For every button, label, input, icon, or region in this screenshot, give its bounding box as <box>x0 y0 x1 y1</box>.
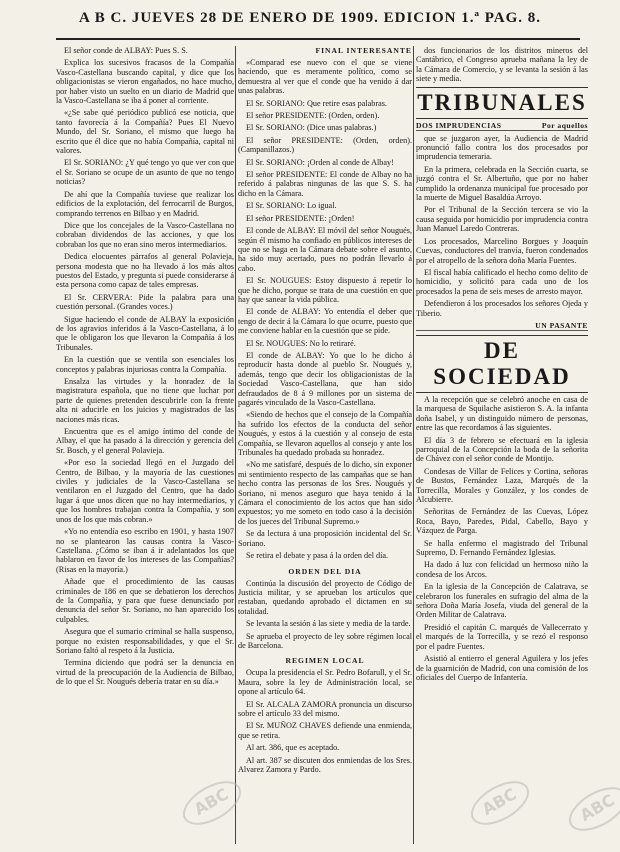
sociedad-heading: DE SOCIEDAD <box>416 335 588 393</box>
section-heading: ORDEN DEL DIA <box>288 566 362 576</box>
paragraph: Ha dado á luz con felicidad un hermoso niño la condesa de los Arcos. <box>416 560 588 579</box>
column-2 <box>238 46 412 844</box>
paragraph: Añade que el procedimiento de las causas criminales de 186 en que se debatieron los derechos de la Compañía, y para que fuese denunciado por denuncia del señor Sr. Soriano, no han aparecido los culpables. <box>56 577 234 624</box>
paragraph: El fiscal había calificado el hecho como delito de homicidio, y solicitó para cada uno de los procesados la pena de seis meses de arresto mayor. <box>416 267 588 296</box>
paragraph: A la recepción que se celebró anoche en casa de la marquesa de Squilache asistieron S. A. la infanta doña Isabel, y un distinguido número de personas, entre las que recordamos á las siguientes. <box>416 394 588 433</box>
column-divider <box>413 46 414 844</box>
paragraph: «Comparad ese nuevo con el que se viene haciendo, que es meramente político, como se demuestra al ver que el conde que ha venido á dar unas palabras. <box>238 58 412 96</box>
paragraph: El Sr. NOUGUES: No lo retiraré. <box>246 338 356 348</box>
paragraph: El Sr. SORIANO: Lo igual. <box>246 201 337 211</box>
paragraph: Los procesados, Marcelino Borgues y Joaquín Cuevas, conductores del tranvía, fueron condenados por el atropello de la señora doña María Fuentes. <box>416 236 588 265</box>
paragraph: De ahí que la Compañía tuviese que realizar los edificios de la explotación, del ferrocarril de Burgos, comprando terrenos en Bilbao y en Madrid. <box>56 189 234 218</box>
paragraph: Se retira el debate y pasa á la orden del día. <box>246 551 389 561</box>
paragraph: En la primera, celebrada en la Sección cuarta, se juzgó contra el Sr. Albertuño, que por no haber cumplido la ordenanza municipal fue procesado por la muerte de Miguel Basaldúa Arroyo. <box>416 164 588 203</box>
column-1 <box>56 46 234 844</box>
column-3 <box>416 46 588 844</box>
paragraph: «Por eso la sociedad llegó en el Juzgado del Centro, de Bilbao, y la mayoría de las cuestiones civiles y judiciales de la Vasco-Castellana se ventilaron en el Juzgado del Centro, que ha dado lugar á que unos dicen que no hay intermediarios, y que los hombres trabajan contra la Compañía, y son unos de los que más cobran.» <box>56 458 234 524</box>
tribunales-subheading <box>416 121 588 131</box>
paragraph: Asegura que el sumario criminal se halla suspenso, porque no existen responsabilidades, y que el Sr. Soriano faltó al respeto á la Justicia. <box>56 627 234 655</box>
paragraph: que se juzgaron ayer, la Audiencia de Madrid pronunció fallo contra los dos procesados por imprudencia temeraria. <box>416 133 588 162</box>
paragraph: Encuentra que es el amigo íntimo del conde de Albay, el que ha pasado á la dirección y gerencia del Sr. Bosch, y el general Polavieja. <box>56 427 234 455</box>
masthead-rule <box>56 38 580 40</box>
paragraph: El Sr. NOUGUES: Estoy dispuesto á repetir lo que he dicho, porque se trata de una cuestión en que hay que sanear la vida pública. <box>238 276 412 304</box>
paragraph: Explica los sucesivos fracasos de la Compañía Vasco-Castellana buscando capital, y dice que los obligacionistas se vieron engañados, no hace mucho, por haber visto un suelto en un diario de Madrid que la Vasco-Castellana se iba á poner al corriente. <box>56 58 234 106</box>
tribunales-heading: TRIBUNALES <box>416 87 588 119</box>
paragraph: El Sr. SORIANO: ¿Y qué tengo yo que ver con que el Sr. Soriano se ocupe de un asunto de que no tengo noticias? <box>56 158 234 187</box>
paragraph: Termina diciendo que podrá ser la denuncia en virtud de la preocupación de la Audiencia de Bilbao, de lo que el Sr. Nougués debería tratar en su día.» <box>56 658 234 687</box>
paragraph: Se halla enfermo el magistrado del Tribunal Supremo, D. Fernando Fernández Iglesias. <box>416 538 588 558</box>
abc-watermark-stamp: ABC <box>562 778 620 839</box>
paragraph: «¿Se sabe qué periódico publicó ese noticia, que tanto favorecía á la Compañía? Pues El Nuevo Mundo, del Sr. Soriano, el mismo que luego ha escrito que él dice que no había Compañía, capital ni valores. <box>56 108 234 156</box>
paragraph: Ocupa la presidencia el Sr. Pedro Bofarull, y el Sr. Maura, sobre la ley de Administración local, se opone al artículo 64. <box>238 668 412 697</box>
paragraph: Se aprueba el proyecto de ley sobre régimen local de Barcelona. <box>238 631 412 650</box>
paragraph: Se levanta la sesión á las siete y media de la tarde. <box>246 619 411 629</box>
paragraph: El Sr. SORIANO: Que retire esas palabras. <box>246 98 387 108</box>
abc-watermark-stamp: ABC <box>176 772 248 833</box>
section-heading: FINAL INTERESANTE <box>315 46 412 55</box>
paragraph: Dedica elocuentes párrafos al general Polavieja, persona modesta que no ha llevado á los más altos puestos del Estado, y pregunta si puede considerarse á esta persona como capaz de tales empresas. <box>56 252 234 290</box>
paragraph: Presidió el capitán C. marqués de Vallecerrato y el marqués de la Torrecilla, y se rezó el responso por el padre Fuentes. <box>416 622 588 651</box>
paragraph: Asistió al entierro el general Aguilera y los jefes de la guarnición de Madrid, con una comisión de los oficiales del Cuerpo de Infantería. <box>416 654 588 682</box>
subheading-right: Por aquellos <box>541 120 588 130</box>
abc-watermark-stamp: ABC <box>464 772 536 833</box>
paragraph: El conde de ALBAY: Yo que lo he dicho á reproducir hasta donde al pueblo Sr. Nougués y, además, tengo que decir los obligacionistas de la Sociedad Vasco-Castellana, que han sido defraudados de 8 á 9 millones por un sistema de pagarés vinculado de la Vasco-Castellana. <box>238 350 412 407</box>
paragraph: «Siendo de hechos que el consejo de la Compañía ha sufrido los efectos de la conducta del señor Nougués, y estos á la cuestión y al consejo de esta Compañía, se llevaron aquellos al consejo y ante los Tribunales ha quedado probada su honradez. <box>238 410 412 458</box>
paragraph: Se da lectura á una proposición incidental del Sr. Soriano. <box>238 529 412 548</box>
paragraph: Al art. 386, que es aceptado. <box>246 743 340 753</box>
paragraph: dos funcionarios de los distritos mineros del Cantábrico, el Congreso aprueba mañana la ley de la Cámara de Comercio, y se levanta la sesión á las siete y media. <box>416 46 588 84</box>
paragraph: El señor PRESIDENTE: El conde de Albay no ha referido á palabras ningunas de las que S. S. ha dicho en la Cámara. <box>238 170 412 198</box>
paragraph: «No me satisfaré, después de lo dicho, sin exponer mi sentimiento respecto de las campañas que se han hecho contra las personas de los Sres. Nougués y Soriano, ni menos aseguro que haya tenido á la Cámara el conocimiento de los actos que han sido expuestos; yo me someto en todo caso á la decisión de los jueces del Tribunal Supremo.» <box>238 460 412 526</box>
paragraph: El Sr. MUÑOZ CHAVES defiende una enmienda, que se retira. <box>238 721 412 740</box>
subheading-left: DOS IMPRUDENCIAS <box>416 120 502 130</box>
byline <box>416 321 588 331</box>
paragraph: Al art. 387 se discuten dos enmiendas de los Sres. Alvarez Zamora y Pardo. <box>238 755 412 774</box>
paragraph: El día 3 de febrero se efectuará en la iglesia parroquial de la Concepción la boda de la señorita de Chávez con el señor conde de Montijo. <box>416 435 588 464</box>
paragraph: Continúa la discusión del proyecto de Código de Justicia militar, y se aprueban los artículos que restaban, quedando aprobado el dictamen en su totalidad. <box>238 578 412 616</box>
paragraph: «Yo no entendía eso escribo en 1901, y hasta 1907 no se plantearon las causas contra la Vasco-Castellana. ¿Cómo se iban á ir adelantados los que hablaron en favor de los intereses de las Compañías? (Risas en la mayoría.) <box>56 527 234 574</box>
paragraph: Por el Tribunal de la Sección tercera se vio la causa seguida por homicidio por imprudencia contra Juan Manuel Laredo Contreras. <box>416 205 588 234</box>
paragraph: El Sr. SORIANO: (Dice unas palabras.) <box>246 123 377 133</box>
paragraph: El señor conde de ALBAY: Pues S. S. <box>64 46 188 55</box>
paragraph: El Sr. ALCALA ZAMORA pronuncia un discurso sobre el artículo 33 del mismo. <box>238 699 412 718</box>
paragraph: Condesas de Villar de Felices y Cortina, señoras de Bustos, Fernández Laza, Marqués de la Torrecilla, Morales y González, y los condes de Alcubierre. <box>416 466 588 504</box>
byline-text: UN PASANTE <box>535 320 588 330</box>
paragraph: El conde de ALBAY: Yo entendía el deber que tengo de decir á la Cámara lo que ocurre, puesto que me conviene hablar en la cuestión que se pide. <box>238 307 412 336</box>
masthead: A B C. JUEVES 28 DE ENERO DE 1909. EDICION 1.ª PAG. 8. <box>78 10 542 26</box>
section-heading: REGIMEN LOCAL <box>285 656 365 666</box>
paragraph: El Sr. SORIANO: ¡Orden al conde de Albay! <box>246 157 394 167</box>
paragraph: Ensalza las virtudes y la honradez de la magistratura española, que no tiene que luchar por parte de quienes pretenden descubrirle con la frente alta ni aducirle en los juicios y magistrados de las naciones más ricas. <box>56 377 234 424</box>
paragraph: El Sr. CERVERA: Pide la palabra para una cuestión personal. (Grandes voces.) <box>56 292 234 312</box>
paragraph: El señor PRESIDENTE: (Orden, orden). (Campanillazos.) <box>238 135 412 155</box>
paragraph: Defendieron á los procesados los señores Ojeda y Tiberio. <box>416 299 588 318</box>
paragraph: El conde de ALBAY: El móvil del señor Nougués, según él mismo ha confiado en públicos intereses de que no se haga en la Cámara debate sobre el asunto, ha sido muy acertado, pues no podrán llevarlo á cabo. <box>238 226 412 273</box>
paragraph: El señor PRESIDENTE: (Orden, orden). <box>246 111 380 121</box>
paragraph: Dice que los concejales de la Vasco-Castellana no cobraban dividendos de las acciones, y que los cobraban los que no eran sino meros intermediarios. <box>56 220 234 249</box>
paragraph: Sigue haciendo el conde de ALBAY la exposición de los agravios inferidos á la Vasco-Castellana, á lo que le obligaron los que llevaron la Compañía á los Tribunales. <box>56 314 234 352</box>
paragraph: En la cuestión que se ventila son esenciales los conceptos y palabras injuriosas contra la Compañía. <box>56 355 234 374</box>
paragraph: Señoritas de Fernández de las Cuevas, López Roca, Bayo, Paredes, Pidal, Cabello, Bayo y Vázquez de Parga. <box>416 507 588 536</box>
paragraph: El señor PRESIDENTE: ¡Orden! <box>246 213 355 223</box>
column-divider <box>235 46 236 844</box>
paragraph: En la iglesia de la Concepción de Calatrava, se celebraron los funerales en sufragio del alma de la señora Doña María Josefa, viuda del general de la Orden Militar de Calatrava. <box>416 582 588 620</box>
